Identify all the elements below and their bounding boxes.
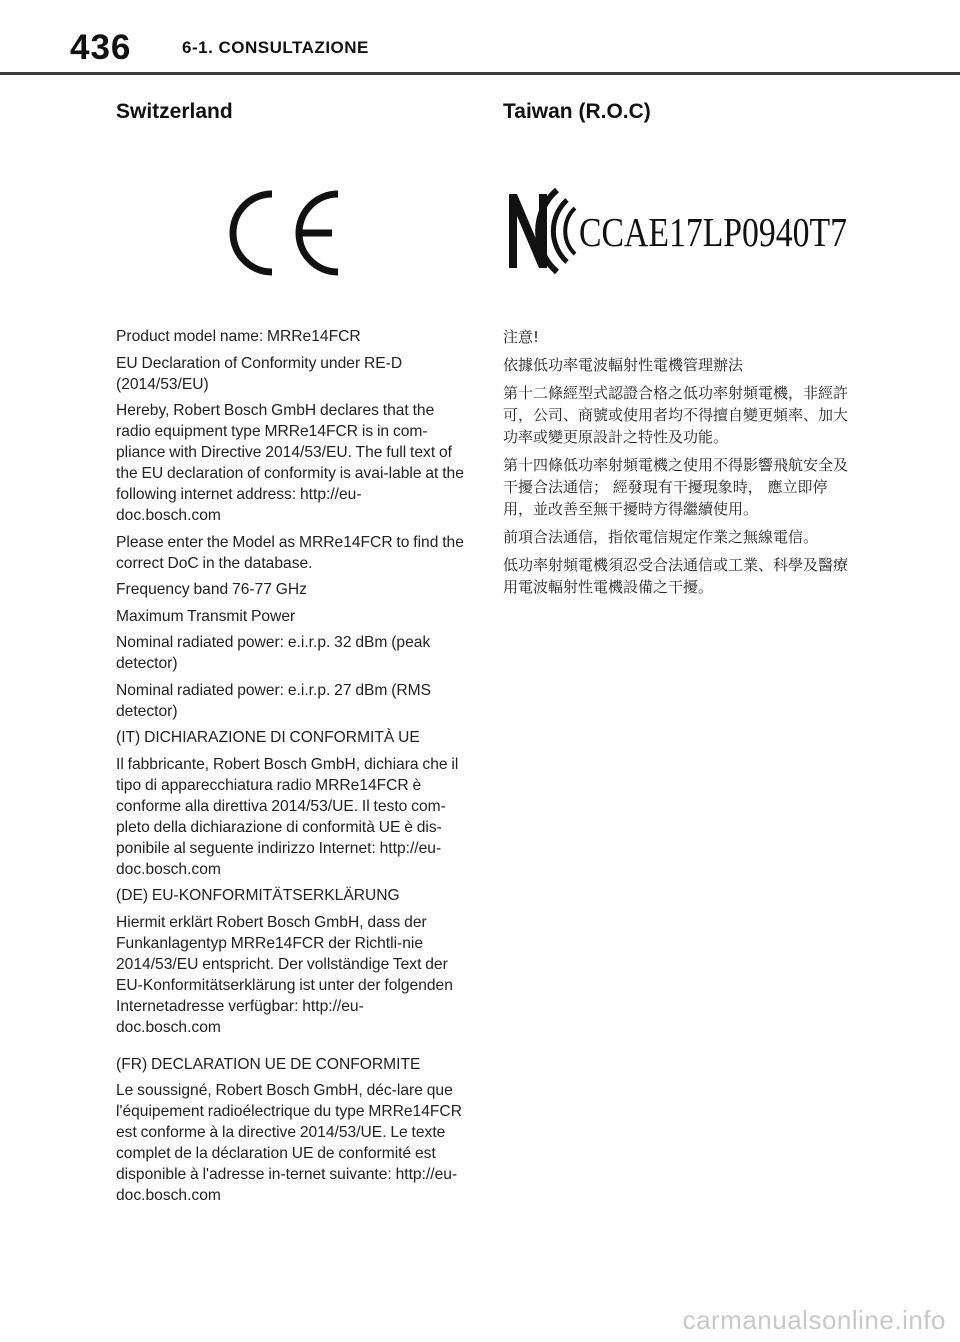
taiwan-heading: Taiwan (R.O.C) xyxy=(503,100,651,123)
text-paragraph: Product model name: MRRe14FCR xyxy=(116,328,361,345)
text-paragraph: 第十二條經型式認證合格之低功率射頻電機，非經許可，公司、商號或使用者均不得擅自變更頻率、加大功率或變更原設計之特性及功能。 xyxy=(503,384,849,446)
ncc-logo-area xyxy=(503,140,853,326)
text-paragraph: Il fabbricante, Robert Bosch GmbH, dichiara che il tipo di apparecchiatura radio MRRe14FCR è conforme alla direttiva 2014/53/UE. Il testo com-pleto della dichiarazione di conformità UE è dis-ponibile al seguente indirizzo Internet: http://eu-doc.bosch.com xyxy=(116,755,459,878)
taiwan-column xyxy=(503,100,853,604)
text-paragraph: Hiermit erklärt Robert Bosch GmbH, dass der Funkanlagentyp MRRe14FCR der Richtli-nie 2014/53/EU entspricht. Der vollständige Text der EU-Konformitätserklärung ist unter der folgenden Internetadresse verfügbar: http://eu-doc.bosch.com xyxy=(116,913,453,1036)
text-paragraph: EU Declaration of Conformity under RE-D (2014/53/EU) xyxy=(116,354,403,393)
page-number: 436 xyxy=(70,28,132,67)
switzerland-heading: Switzerland xyxy=(116,100,233,123)
svg-text:CCAE17LP0940T7: CCAE17LP0940T7 xyxy=(579,209,847,255)
page-header xyxy=(0,0,960,74)
switzerland-column xyxy=(116,100,466,1212)
ce-logo-area xyxy=(116,140,466,326)
text-paragraph: Please enter the Model as MRRe14FCR to find the correct DoC in the database. xyxy=(116,533,464,572)
text-paragraph: (IT) DICHIARAZIONE DI CONFORMITÀ UE xyxy=(116,729,420,746)
ce-mark-logo xyxy=(226,188,346,278)
text-paragraph: (FR) DECLARATION UE DE CONFORMITE xyxy=(116,1055,421,1073)
text-paragraph: Frequency band 76-77 GHz xyxy=(116,581,307,598)
text-paragraph: 前項合法通信，指依電信規定作業之無線電信。 xyxy=(503,528,819,546)
ncc-certification-logo xyxy=(499,176,851,286)
text-paragraph: (DE) EU-KONFORMITÄTSERKLÄRUNG xyxy=(116,887,400,904)
site-watermark: carmanualsonline.info xyxy=(682,1305,946,1335)
section-title: 6-1. CONSULTAZIONE xyxy=(182,38,369,57)
text-paragraph: Nominal radiated power: e.i.r.p. 27 dBm (RMS detector) xyxy=(116,681,432,720)
text-paragraph: 第十四條低功率射頻電機之使用不得影響飛航安全及干擾合法通信； 經發現有干擾現象時， 應立即停用，並改善至無干擾時方得繼續使用。 xyxy=(503,456,849,518)
text-paragraph: 低功率射頻電機須忍受合法通信或工業、科學及醫療用電波輻射性電機設備之干擾。 xyxy=(503,556,849,596)
text-paragraph: Hereby, Robert Bosch GmbH declares that the radio equipment type MRRe14FCR is in com-pliance with Directive 2014/53/EU. The full text of the EU declaration of conformity is avai-lable at the following internet address: http://eu-doc.bosch.com xyxy=(116,402,464,524)
text-paragraph: Le soussigné, Robert Bosch GmbH, déc-lare que l'équipement radioélectrique du type MRRe14FCR est conforme à la directive 2014/53/UE. Le texte complet de la déclaration UE de conformité est disponible à l'adresse in-ternet suivante: http://eu-doc.bosch.com xyxy=(116,1082,462,1204)
text-paragraph: Nominal radiated power: e.i.r.p. 32 dBm (peak detector) xyxy=(116,634,431,672)
text-paragraph: 依據低功率電波輻射性電機管理辦法 xyxy=(503,356,744,374)
text-paragraph: 注意! xyxy=(503,328,540,346)
header-divider xyxy=(0,72,960,75)
text-paragraph: Maximum Transmit Power xyxy=(116,607,296,625)
